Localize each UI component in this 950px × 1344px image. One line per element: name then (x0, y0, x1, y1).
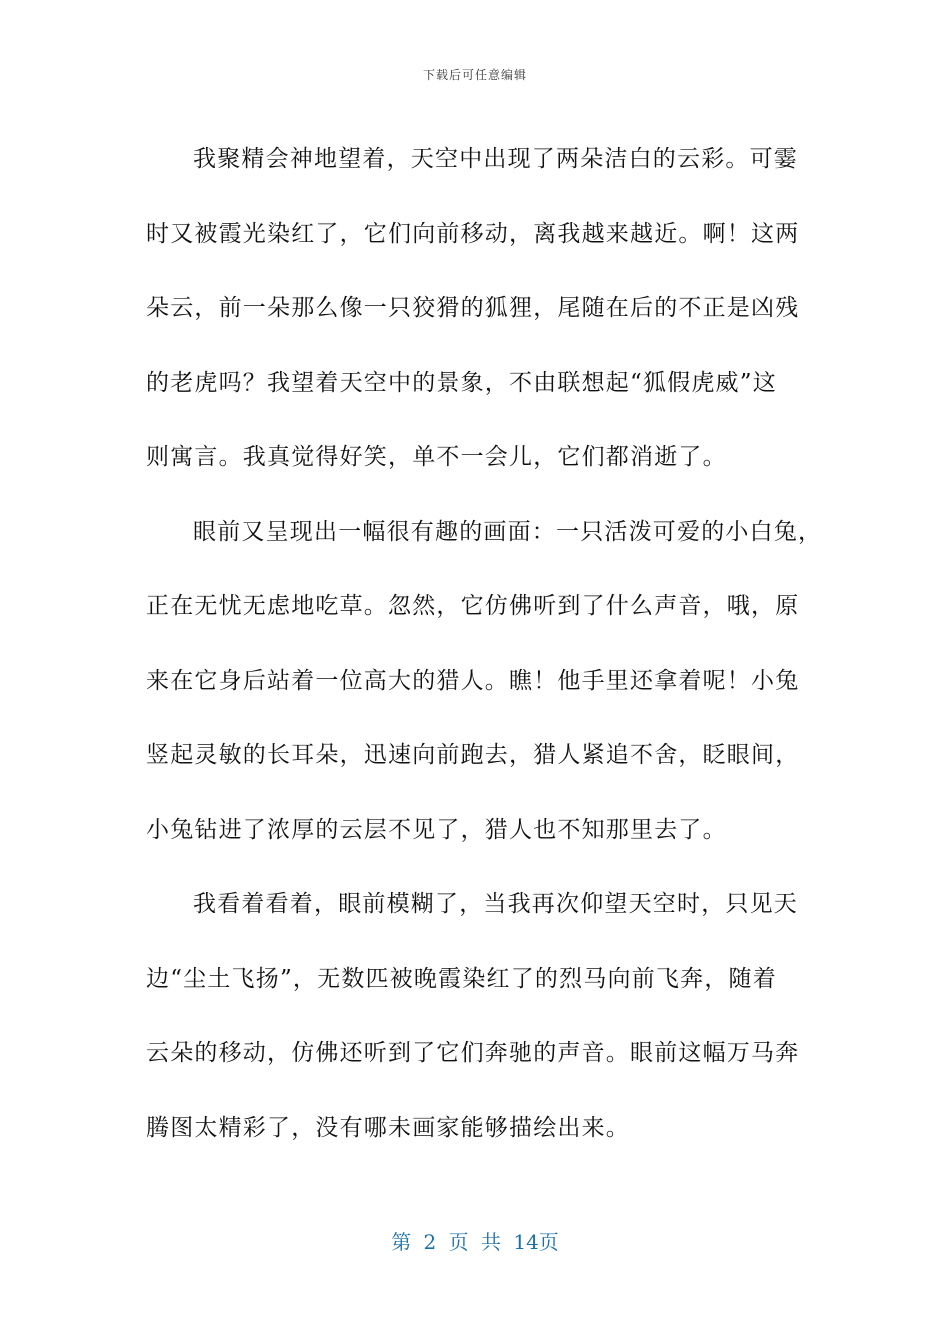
page-number-footer: 第 2 页 共 14页 (391, 1230, 559, 1254)
paragraph-2-line-5: 小兔钻进了浓厚的云层不见了，猎人也不知那里去了。 (146, 816, 727, 843)
document-body (146, 122, 823, 1165)
paragraph-3-line-1: 我看着看着，眼前模糊了，当我再次仰望天空时，只见天 (193, 891, 798, 917)
paragraph-2-line-3: 来在它身后站着一位高大的猎人。瞧！他手里还拿着呢！小兔 (146, 667, 800, 694)
paragraph-1-line-5: 则寓言。我真觉得好笑，单不一会儿，它们都消逝了。 (146, 444, 727, 470)
paragraph-1-line-4: 的老虎吗？我望着天空中的景象，不由联想起“狐假虎威”这 (146, 369, 777, 396)
paragraph-1-line-1: 我聚精会神地望着，天空中出现了两朵洁白的云彩。可霎 (193, 146, 798, 172)
paragraph-2-line-1: 眼前又呈现出一幅很有趣的画面：一只活泼可爱的小白兔， (193, 518, 823, 545)
paragraph-3-line-2: 边“尘土飞扬”，无数匹被晚霞染红了的烈马向前飞奔，随着 (146, 965, 777, 992)
paragraph-2-line-2: 正在无忧无虑地吃草。忽然，它仿佛听到了什么声音，哦，原 (146, 593, 800, 619)
paragraph-1-line-3: 朵云，前一朵那么像一只狡猾的狐狸，尾随在后的不正是凶残 (146, 295, 800, 321)
paragraph-3-line-3: 云朵的移动，仿佛还听到了它们奔驰的声音。眼前这幅万马奔 (146, 1040, 800, 1066)
paragraph-1-line-2: 时又被霞光染红了，它们向前移动，离我越来越近。啊！这两 (146, 220, 800, 247)
paragraph-3-line-4: 腾图太精彩了，没有哪未画家能够描绘出来。 (146, 1114, 630, 1141)
paragraph-2-line-4: 竖起灵敏的长耳朵，迅速向前跑去，猎人紧追不舍，眨眼间， (146, 742, 800, 768)
page-header: 下载后可任意编辑 (422, 68, 527, 82)
